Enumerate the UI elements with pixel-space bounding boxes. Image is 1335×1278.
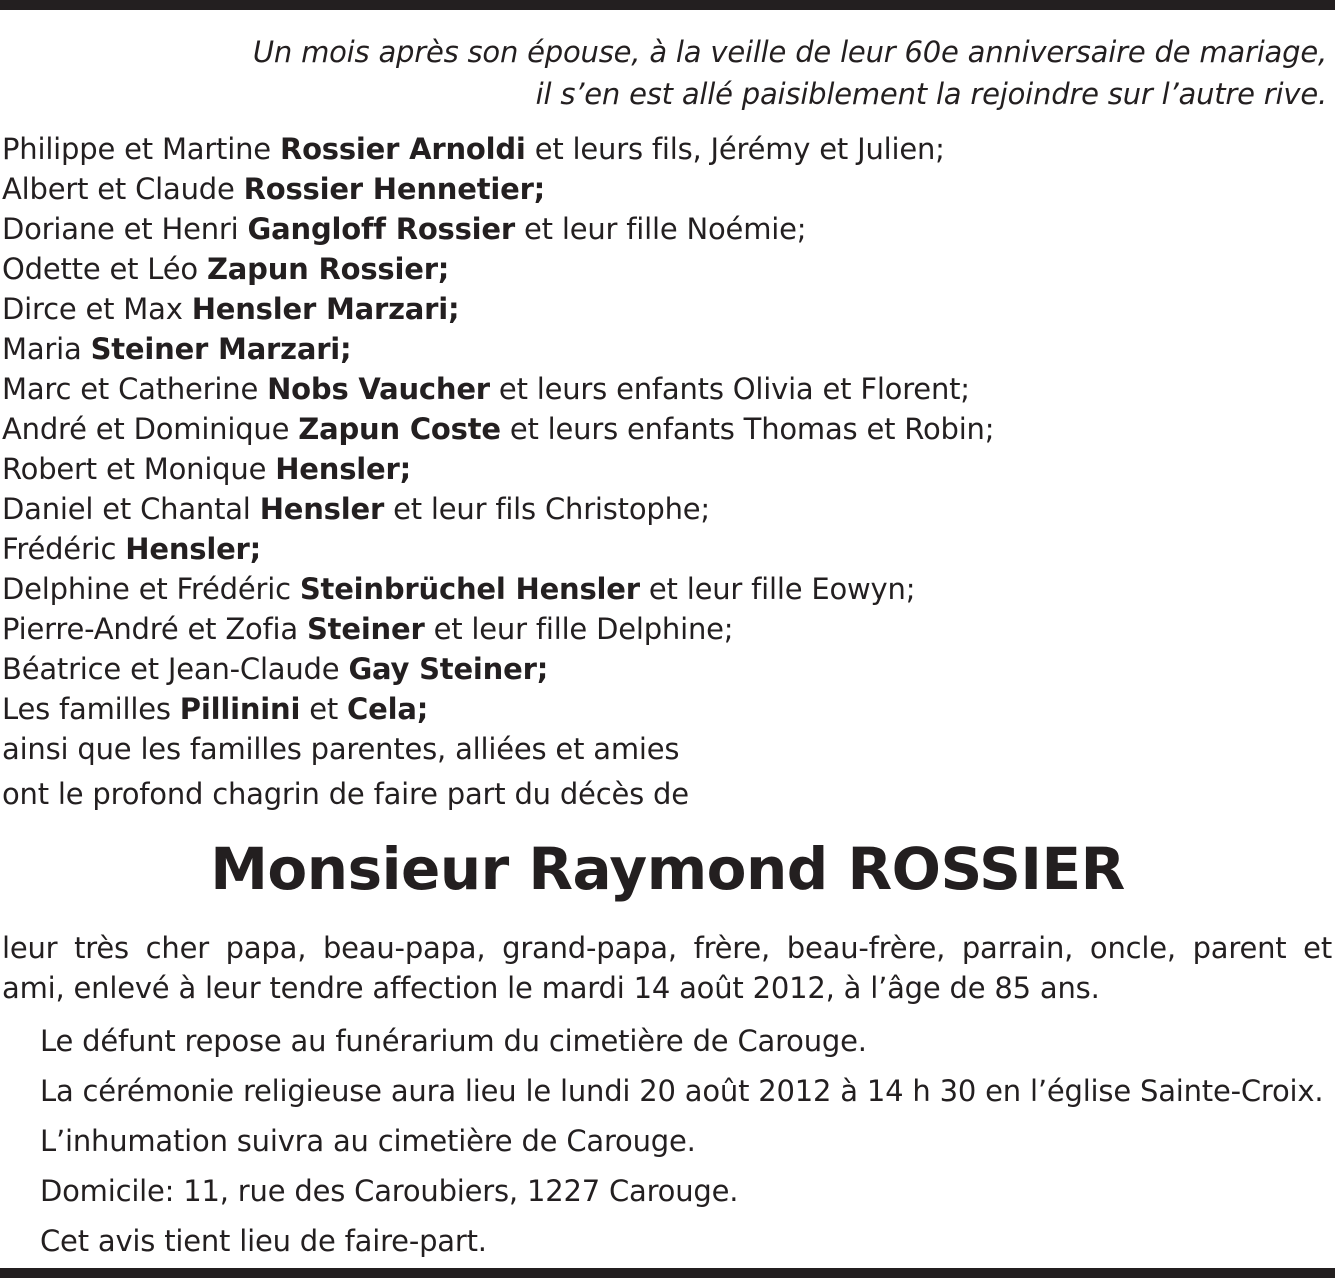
family-line-surname: Nobs Vaucher (267, 372, 490, 406)
family-line-surname: Steiner Marzari; (90, 332, 352, 366)
family-line-names: Philippe et Martine (2, 132, 280, 166)
deceased-name: Monsieur Raymond ROSSIER (210, 835, 1125, 903)
family-line (2, 529, 994, 569)
family-line-surname: Steinbrüchel Hensler (299, 572, 640, 606)
familles-line (2, 689, 994, 729)
familles-surname-1: Pillinini (179, 692, 301, 726)
family-line-children: et leur fils Christophe; (384, 492, 710, 526)
bottom-border-rule (0, 1268, 1335, 1278)
family-line-names: Pierre-André et Zofia (2, 612, 307, 646)
family-line-names: André et Dominique (2, 412, 299, 446)
family-line-names: Albert et Claude (2, 172, 244, 206)
family-list (2, 129, 994, 769)
family-line-surname: Rossier Hennetier; (243, 172, 546, 206)
family-line-surname: Steiner (307, 612, 425, 646)
family-line-names: Delphine et Frédéric (2, 572, 300, 606)
family-line (2, 449, 994, 489)
family-line-names: Dirce et Max (2, 292, 192, 326)
family-line-children: et leur fille Delphine; (424, 612, 734, 646)
family-line-surname: Zapun Rossier; (206, 252, 450, 286)
detail-line: La cérémonie religieuse aura lieu le lundi 20 août 2012 à 14 h 30 en l’église Sainte-Croix. (40, 1074, 1324, 1108)
family-line-names: Frédéric (2, 532, 126, 566)
familles-pre: Les familles (2, 692, 180, 726)
family-line-names: Daniel et Chantal (2, 492, 260, 526)
announcement-line: ont le profond chagrin de faire part du décès de (2, 777, 689, 811)
biography (2, 928, 1332, 1008)
family-line (2, 609, 994, 649)
family-line-names: Béatrice et Jean-Claude (2, 652, 349, 686)
family-line-children: et leur fille Eowyn; (639, 572, 916, 606)
family-line (2, 329, 994, 369)
familles-surname-2: Cela; (347, 692, 429, 726)
biography-line-1: leur très cher papa, beau-papa, grand-papa, frère, beau-frère, parrain, oncle, parent et (2, 931, 1332, 965)
detail-line: Domicile: 11, rue des Caroubiers, 1227 Carouge. (40, 1174, 739, 1208)
family-line (2, 489, 994, 529)
family-line-surname: Hensler (259, 492, 385, 526)
family-line-surname: Hensler; (275, 452, 411, 486)
family-line (2, 249, 994, 289)
family-line (2, 649, 994, 689)
family-line-names: Robert et Monique (2, 452, 276, 486)
family-line-children: et leurs fils, Jérémy et Julien; (525, 132, 945, 166)
family-line-names: Odette et Léo (2, 252, 207, 286)
family-line-names: Maria (2, 332, 91, 366)
family-line (2, 569, 994, 609)
detail-line: Cet avis tient lieu de faire-part. (40, 1224, 487, 1258)
family-line-children: et leurs enfants Olivia et Florent; (489, 372, 970, 406)
family-line (2, 129, 994, 169)
allied-families-line: ainsi que les familles parentes, alliées et amies (2, 732, 680, 766)
ceremony-details (40, 1016, 1323, 1266)
family-line (2, 289, 994, 329)
biography-line-2: ami, enlevé à leur tendre affection le mardi 14 août 2012, à l’âge de 85 ans. (2, 971, 1100, 1005)
family-line-surname: Zapun Coste (298, 412, 501, 446)
family-line-surname: Hensler Marzari; (191, 292, 460, 326)
family-line (2, 369, 994, 409)
family-line (2, 169, 994, 209)
family-line (2, 409, 994, 449)
epigraph (27, 31, 1327, 115)
epigraph-line-1: Un mois après son épouse, à la veille de leur 60e anniversaire de mariage, (252, 35, 1327, 69)
family-line-children: et leurs enfants Thomas et Robin; (500, 412, 995, 446)
family-line-names: Doriane et Henri (2, 212, 248, 246)
family-line-surname: Rossier Arnoldi (279, 132, 526, 166)
family-line-children: et leur fille Noémie; (515, 212, 807, 246)
detail-line: Le défunt repose au funérarium du cimetière de Carouge. (40, 1024, 867, 1058)
detail-line: L’inhumation suivra au cimetière de Carouge. (40, 1124, 696, 1158)
family-line-surname: Hensler; (125, 532, 262, 566)
family-line-surname: Gangloff Rossier (247, 212, 515, 246)
family-line-surname: Gay Steiner; (348, 652, 549, 686)
epigraph-line-2: il s’en est allé paisiblement la rejoindre sur l’autre rive. (535, 77, 1327, 111)
family-line (2, 209, 994, 249)
family-line-names: Marc et Catherine (2, 372, 268, 406)
top-border-rule (0, 0, 1335, 10)
familles-mid: et (300, 692, 348, 726)
